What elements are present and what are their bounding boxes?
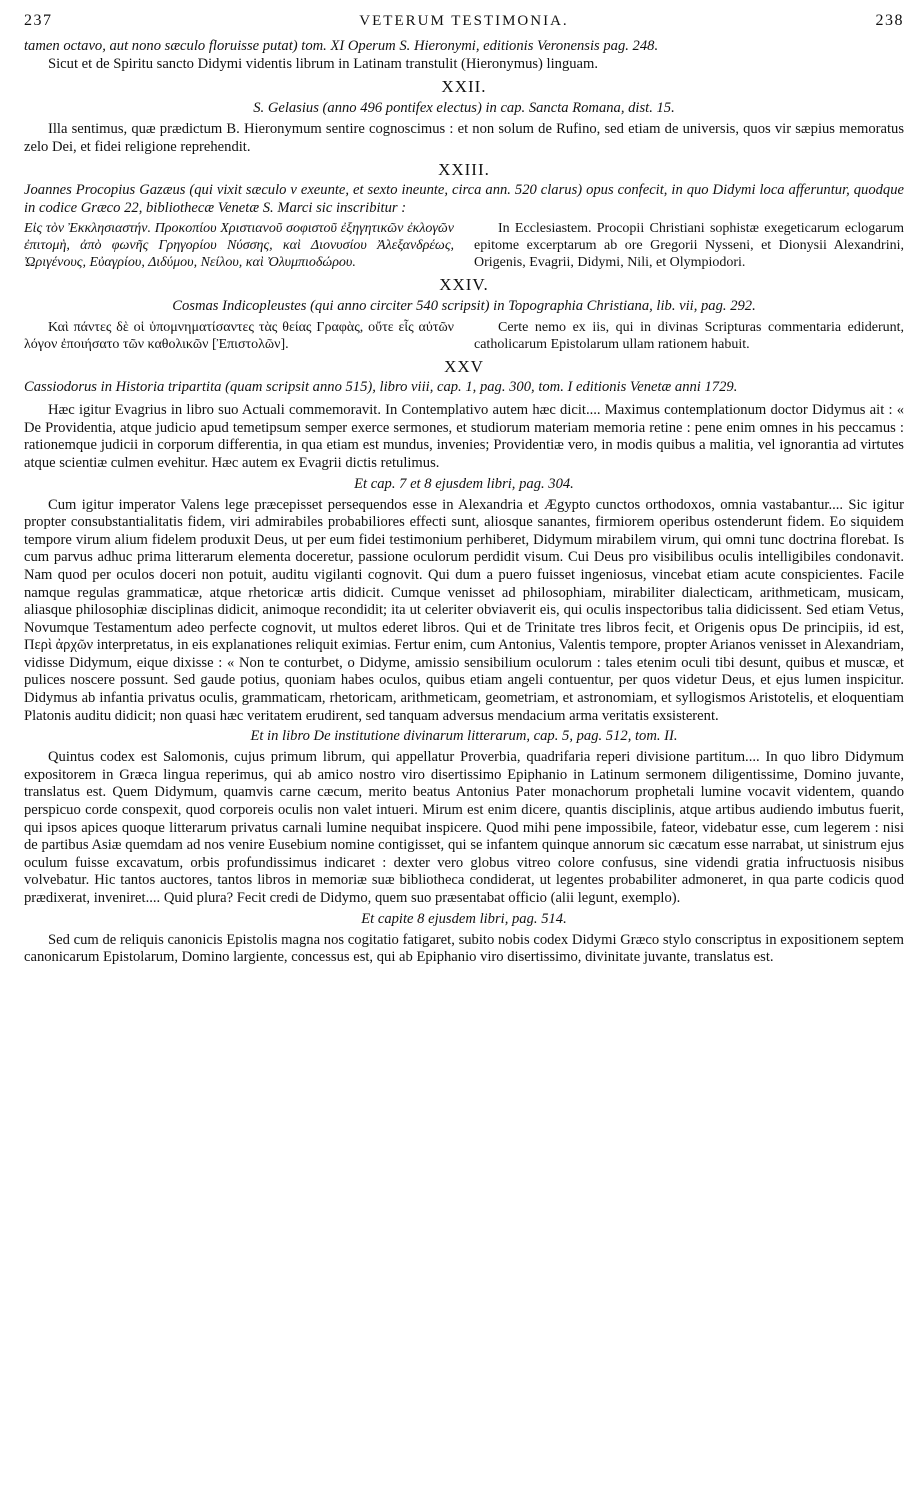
section-25-body-2: Cum igitur imperator Valens lege præcepisset persequendos esse in Alexandria et Ægypto cunctos orthodoxos, omnia vastabantur.... Sic igitur propter consubstantialitatis fidem, viri admirabiles probabiliores effecti sunt, aliosque sanantes, firmiorem operibus ostenderunt fidem. Eo siquidem tempore virum alium fidelem produxit Deus, ut per eum fidei testimonium perhiberet, Didymum mirabilem virum, qui omni tunc doctrina florebat. Is cum parvus adhuc prima litterarum elementa doceretur, passione oculorum perdidit visum. Cui Deus pro visibilibus oculis intelligibiles condonavit. Nam quod per oculos doceri non potuit, auditu vigilanti cognovit. Qui dum a puero fuisset ingeniosus, vincebat etiam acute conspicientes. Facile namque regulas grammaticæ, atque rhetoricæ artis didicit. Cumque venisset ad philosophiam, mirabiliter dialecticam, arithmeticam, musicam, aliasque philosophiæ disciplinas didicit, animoque recondidit; ita ut celeriter obviaverit eis, qui oculis inspectoribus talia didicissent. Sed etiam Vetus, Novumque Testamentum adeo perfecte cognovit, ut multos ederet libros. Qui et de Trinitate tres libros fecit, et Origenis opus De principiis, id est, Περὶ ἀρχῶν interpretatus, in eis explanationes reliquit eximias. Fertur enim, cum Antonius, Valentis tempore, propter Arianos venisset in Alexandriam, vidisse Didymum, eique dixisse : « Non te conturbet, o Didyme, amissio sensibilium oculorum : tales etenim oculi tibi desunt, quibus et muscæ, et pulices noscere possunt. Sed gaude potius, quoniam habes oculos, quibus etiam angeli contuentur, per quos videtur Deus, et ejus lumen inspicitur. Didymus ab infantia privatus oculis, grammaticam, rhetoricam, arithmeticam, geometriam, et astronomiam, et syllogismos Aristotelis, et eloquentiam Platonis auditu didicit; non quasi hæc veritatem erudirent, sed tanquam adversus mendacium arma veritatis exsisterent. xyxy=(24,496,904,724)
running-header xyxy=(24,12,904,38)
page-number-right: 238 xyxy=(875,12,904,29)
greek-column xyxy=(24,319,454,353)
running-title: VETERUM TESTIMONIA. xyxy=(359,13,569,29)
section-25-subheading-3: Et capite 8 ejusdem libri, pag. 514. xyxy=(361,910,567,927)
section-24-parallel-columns xyxy=(24,319,904,353)
latin-column xyxy=(474,319,904,353)
section-24-latin-text: Certe nemo ex iis, qui in divinas Scripturas commentaria ediderunt, catholicarum Epistolarum ullam rationem habuit. xyxy=(474,319,904,352)
section-number-24: XXIV. xyxy=(439,274,489,294)
section-number-25: XXV xyxy=(444,356,484,376)
page-number-left: 237 xyxy=(24,12,53,29)
section-number-23: XXIII. xyxy=(438,160,490,180)
section-24-heading: Cosmas Indicopleustes (qui anno circiter 540 scripsit) in Topographia Christiana, lib. vii, pag. 292. xyxy=(172,297,756,314)
greek-column xyxy=(24,220,454,271)
section-25-subheading-2: Et in libro De institutione divinarum litterarum, cap. 5, pag. 512, tom. II. xyxy=(250,728,678,745)
section-22-body: Illa sentimus, quæ prædictum B. Hieronymum sentire cognoscimus : et non solum de Rufino, sed etiam de universis, quos vir sæpius memoratus zelo Dei, et fidei religione reprehendit. xyxy=(24,121,904,155)
section-23-parallel-columns xyxy=(24,220,904,271)
section-23-heading: Joannes Procopius Gazæus (qui vixit sæculo v exeunte, et sexto ineunte, circa ann. 520 clarus) opus confecit, in quo Didymi loca afferuntur, quodque in codice Græco 22, bibliothecæ Venetæ S. Marci sic inscribitur : xyxy=(24,182,904,216)
section-24-greek-text: Καὶ πάντες δὲ οἱ ὑπομνηματίσαντες τὰς θείας Γραφὰς, οὔτε εἷς αὐτῶν λόγον ἐποιήσατο τῶν καθολικῶν [Ἐπιστολῶν]. xyxy=(24,319,454,352)
document-page xyxy=(24,0,904,967)
latin-column xyxy=(474,220,904,271)
section-25-body-1: Hæc igitur Evagrius in libro suo Actuali commemoravit. In Contemplativo autem hæc dicit.... Maximus contemplationum doctor Didymus ait : « De Providentia, atque judicio apud temetipsum semper exerce sermones, et studiorum materiam memoria retine : pene enim omnes in his peccamus : rationemque judicii in corporum differentia, in qua etiam est mundus, invenies; Providentiæ vero, in modis quibus a malitia, vel ignorantia ad virtutes atque scientiæ culmen evehitur. Hæc autem ex Evagrii dictis retulimus. xyxy=(24,402,904,471)
section-25-body-4: Sed cum de reliquis canonicis Epistolis magna nos cogitatio fatigaret, subito nobis codex Didymi Græco stylo conscriptus in expositionem septem canonicarum Epistolarum, Domino largiente, concessus est, qui ab Epiphanio viro disertissimo, divinitate juvante, translatus est. xyxy=(24,931,904,966)
section-25-body-3: Quintus codex est Salomonis, cujus primum librum, qui appellatur Proverbia, quadrifaria reperi divisione partitum.... In quo libro Didymum expositorem in Græca lingua reperimus, qui ab amico nostro viro disertissimo Epiphanio in Latinum sermonem diligentissime, Domino juvante, translatus est. Quem Didymum, quamvis carne cæcum, merito beatus Antonius Pater monachorum prophetali lumine vocavit videntem, quando perspicuo corde conspexit, quod corporeis oculis non valet intueri. Mirum est enim dicere, quantis disciplinis, atque artibus audiendo imbutus fuerit, qui ipsos apices quoque litterarum privatus carnali lumine nequibat inspicere. Quod mihi pene impossibile, fateor, videbatur esse, cum legerem : nisi de partibus Asiæ quemdam ad nos venire Eusebium nomine contigisset, qui se infantem quinque annorum sic cæcatum esse narrabat, ut sinistrum ejus oculum fuisse excavatum, orbis profundissimus indicaret : dexter vero globus vitreo colore confusus, sine videndi gratia infructuosis nisibus volvebatur. Hic tantos auctores, tantos libros in memoriæ suæ bibliotheca condiderat, ut legentes probabiliter admoneret, in qua parte codicis quod prædixerat, inveniret.... Quid plura? Fecit credi de Didymo, quem suo præsentabat officio (alii legunt, exemplo). xyxy=(24,749,904,906)
section-25-subheading-1: Et cap. 7 et 8 ejusdem libri, pag. 304. xyxy=(354,475,574,492)
section-25-heading: Cassiodorus in Historia tripartita (quam scripsit anno 515), libro viii, cap. 1, pag. 300, tom. I editionis Venetæ anni 1729. xyxy=(24,378,738,395)
section-23-greek-text: Εἰς τὸν Ἐκκλησιαστήν. Προκοπίου Χριστιανοῦ σοφιστοῦ ἐξηγητικῶν ἐκλογῶν ἐπιτομὴ, ἀπὸ φωνῆς Γρηγορίου Νύσσης, καὶ Διονυσίου Ἀλεξανδρέως, Ὠριγένους, Εὐαγρίου, Διδύμου, Νείλου, καὶ Ὀλυμπιοδώρου. xyxy=(24,220,454,270)
section-23-latin-text: In Ecclesiastem. Procopii Christiani sophistæ exegeticarum eclogarum epitome excerptarum ab ore Gregorii Nysseni, et Dionysii Alexandrini, Origenis, Evagrii, Didymi, Nili, et Olympiodori. xyxy=(474,220,904,270)
section-number-22: XXII. xyxy=(441,77,487,97)
intro-paragraph: Sicut et de Spiritu sancto Didymi videntis librum in Latinam transtulit (Hieronymus) linguam. xyxy=(48,55,599,72)
section-22-heading: S. Gelasius (anno 496 pontifex electus) in cap. Sancta Romana, dist. 15. xyxy=(253,100,675,117)
intro-citation: tamen octavo, aut nono sæculo floruisse putat) tom. XI Operum S. Hieronymi, editionis Veronensis pag. 248. xyxy=(24,38,659,54)
